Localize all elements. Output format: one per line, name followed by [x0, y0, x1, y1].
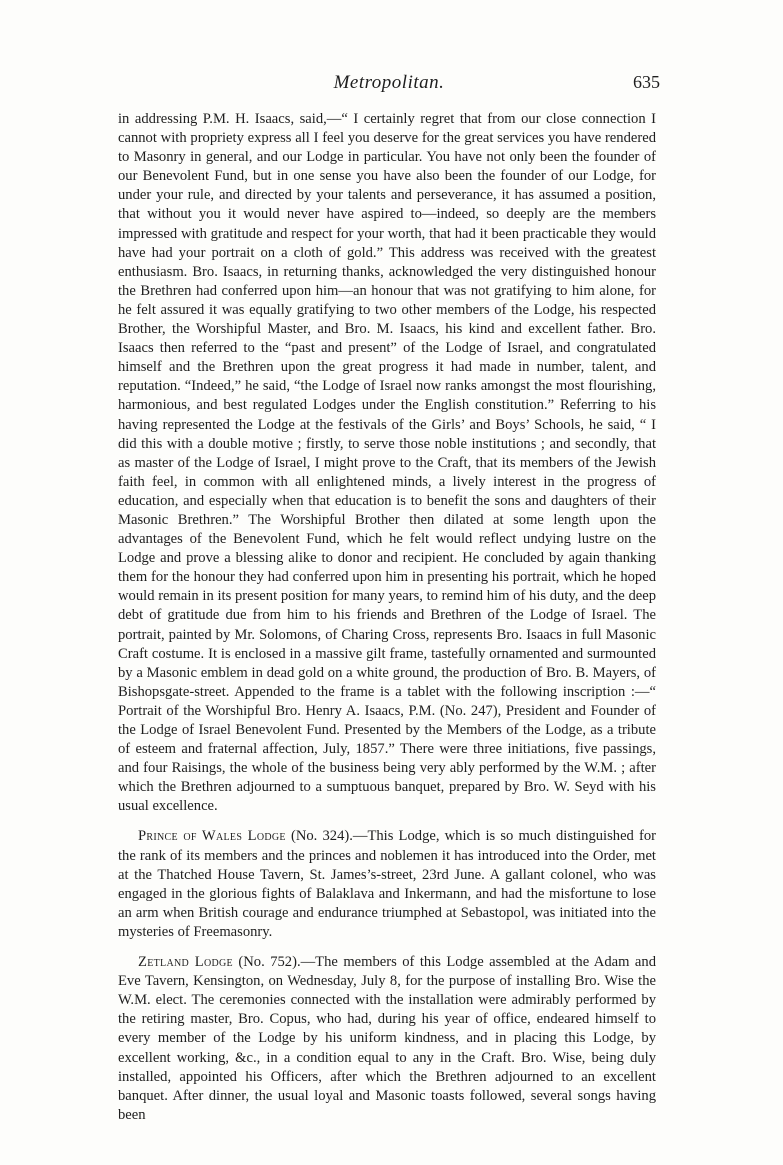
paragraph-text: (No. 752).—The members of this Lodge assembled at the Adam and Eve Tavern, Kensington, on Wednesday, July 8, for the purpose of installing Bro. Wise the W.M. elect. The ceremonies connected with the installation were admirably performed by the retiring master, Bro. Copus, who had, during his year of office, endeared himself to every member of the Lodge by his uniform kindness, and in placing this Lodge, by excellent working, &c., in a condition equal to any in the Craft. Bro. Wise, being duly installed, appointed his Officers, after which the Brethren adjourned to an excellent banquet. After dinner, the usual loyal and Masonic toasts followed, several songs having been: [118, 954, 656, 1123]
running-head: [118, 72, 660, 96]
page-number: 635: [633, 72, 660, 92]
paragraph-text: (No. 324).—This Lodge, which is so much distinguished for the rank of its members and the princes and noblemen it has introduced into the Order, met at the Thatched House Tavern, St. James’s-street, 23rd June. A gallant colonel, who was engaged in the glorious fights of Balaklava and Inkermann, and had the misfortune to lose an arm when British courage and endurance triumphed at Sebastopol, was initiated into the mysteries of Freemasonry.: [118, 828, 657, 940]
paragraph-gap: [118, 816, 656, 827]
paragraph-isaacs-address: [118, 110, 656, 816]
lodge-name: Prince of Wales Lodge: [138, 828, 286, 845]
paragraph-prince-of-wales-lodge: [118, 827, 656, 942]
paragraph-zetland-lodge: [118, 953, 656, 1125]
paragraph-gap: [118, 942, 656, 953]
running-title: Metropolitan.: [333, 72, 445, 93]
lodge-name: Zetland Lodge: [138, 954, 233, 971]
text-column: [118, 110, 656, 1125]
paragraph-text: in addressing P.M. H. Isaacs, said,—“ I certainly regret that from our close connection I cannot with propriety express all I feel you deserve for the great services you have rendered to Masonry in general, and our Lodge in particular. You have not only been the founder of our Benevolent Fund, but in one sense you have also been the founder of our Lodge, for under your rule, and directed by your talents and perseverance, it has assumed a position, that without you it would never have aspired to—indeed, so deeply are the members impressed with gratitude and respect for your worth, that had it been practicable they would have had your portrait on a cloth of gold.” This address was received with the greatest enthusiasm. Bro. Isaacs, in returning thanks, acknowledged the very distinguished honour the Brethren had conferred upon him—an honour that was not gratifying to him alone, for he felt assured it was equally gratifying to two other members of the Lodge, his respected Brother, the Worshipful Master, and Bro. M. Isaacs, his kind and excellent father. Bro. Isaacs then referred to the “past and present” of the Lodge of Israel, and congratulated himself and the Brethren upon the great progress it had made in number, talent, and reputation. “Indeed,” he said, “the Lodge of Israel now ranks amongst the most flourishing, harmonious, and best regulated Lodges under the English constitution.” Referring to his having represented the Lodge at the festivals of the Girls’ and Boys’ Schools, he said, “ I did this with a double motive ; firstly, to serve those noble institutions ; and secondly, that as master of the Lodge of Israel, I might prove to the Craft, that its members of the Jewish faith feel, in common with all enlightened minds, a lively interest in the progress of education, and especially when that education is to benefit the sons and daughters of their Masonic Brethren.” The Worshipful Brother then dilated at some length upon the advantages of the Benevolent Fund, which he felt would reflect undying lustre on the Lodge and prove a blessing alike to donor and recipient. He concluded by again thanking them for the honour they had conferred upon him in presenting his portrait, which he hoped would remain in its present position for many years, to remind him of his duty, and the deep debt of gratitude due from him to his friends and Brethren of the Lodge of Israel. The portrait, painted by Mr. Solomons, of Charing Cross, represents Bro. Isaacs in full Masonic Craft costume. It is enclosed in a massive gilt frame, tastefully ornamented and surmounted by a Masonic emblem in dead gold on a white ground, the production of Bro. B. Mayers, of Bishopsgate-street. Appended to the frame is a tablet with the following inscription :—“ Portrait of the Worshipful Bro. Henry A. Isaacs, P.M. (No. 247), President and Founder of the Lodge of Israel Benevolent Fund. Presented by the Members of the Lodge, as a tribute of esteem and fraternal affection, July, 1857.” There were three initiations, five passings, and four Raisings, the whole of the business being very ably performed by the W.M. ; after which the Brethren adjourned to a sumptuous banquet, prepared by Bro. W. Seyd with his usual excellence.: [118, 111, 656, 815]
